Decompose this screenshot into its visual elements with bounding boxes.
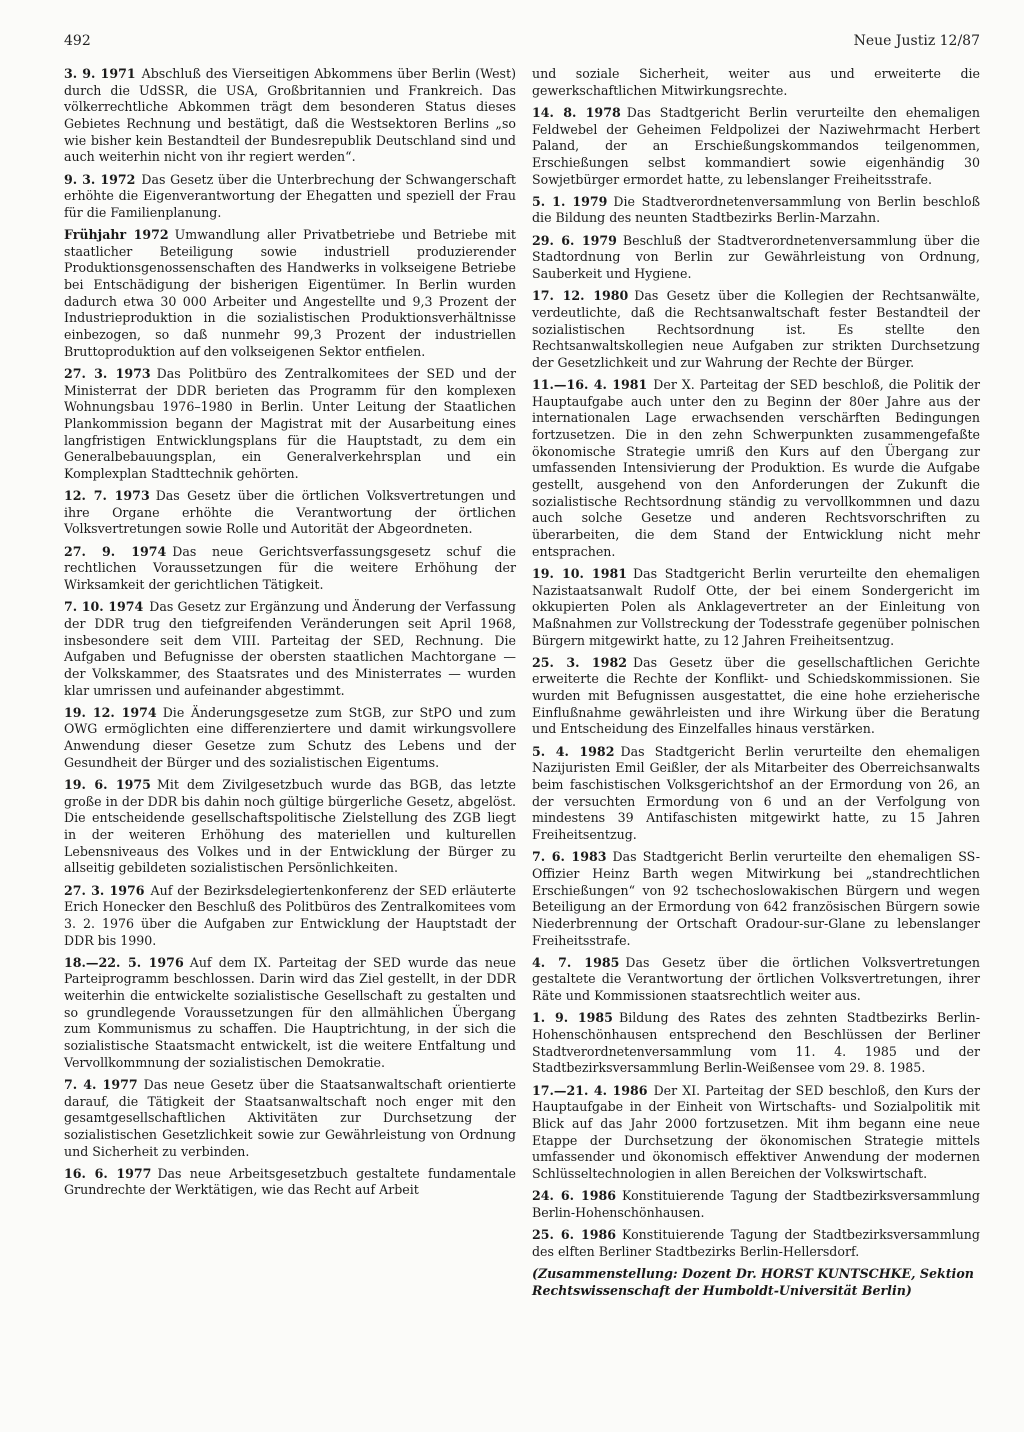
entry-date: 12. 7. 1973	[64, 488, 150, 504]
entry-date: 7. 10. 1974	[64, 599, 144, 615]
entry-date: 24. 6. 1986	[532, 1188, 617, 1204]
entry-text: Das Gesetz über die örtlichen Volksvertretungen gestaltete die Verantwortung der örtlichen Volksvertretungen, ihrer Räte und Kommissionen staatsrechtlich weiter aus.	[532, 954, 980, 1004]
chronology-entry	[532, 1227, 980, 1260]
entry-date: 4. 7. 1985	[532, 954, 620, 970]
entry-date: 27. 3. 1976	[64, 882, 145, 898]
chronology-entry	[532, 1188, 980, 1221]
chronology-entry	[64, 172, 516, 222]
entry-text: Konstituierende Tagung der Stadtbezirksversammlung des elften Berliner Stadtbezirks Berlin-Hellersdorf.	[532, 1226, 980, 1259]
entry-text: Konstituierende Tagung der Stadtbezirksversammlung Berlin-Hohenschönhausen.	[532, 1188, 980, 1220]
chronology-entry	[532, 955, 980, 1005]
entry-date: 17.—21. 4. 1986	[532, 1082, 648, 1098]
entry-text: Die Änderungsgesetze zum StGB, zur StPO und zum OWG ermöglichten eine differenziertere und damit wirkungsvollere Anwendung dieser Gesetze zum Schutz des Lebens und der Gesundheit der Bürger und des sozialistischen Eigentums.	[64, 704, 516, 770]
entry-text: Das Gesetz über die gesellschaftlichen Gerichte erweiterte die Rechte der Konflikt- und Schiedskommissionen. Sie wurden mit Befugnissen ausgestattet, die eine hohe erzieherische Einflußnahme gewährleisten und ihre Wirkung über die Beratung und Entscheidung des Einzelfalles hinaus verstärken.	[532, 654, 980, 737]
entry-text: Beschluß der Stadtverordnetenversammlung über die Stadtordnung von Berlin zur Gewährleistung von Ordnung, Sauberkeit und Hygiene.	[532, 232, 980, 281]
entry-date: 27. 9. 1974	[64, 543, 167, 559]
chronology-entry	[64, 1166, 516, 1199]
chronology-entry	[64, 955, 516, 1072]
entry-text: Das Gesetz über die örtlichen Volksvertretungen und ihre Organe erhöhte die Verantwortung der örtlichen Volksvertretungen sowie Rolle und Autorität der Abgeordneten.	[64, 488, 516, 537]
chronology-entry	[64, 705, 516, 772]
entry-text: Auf der Bezirksdelegiertenkonferenz der SED erläuterte Erich Honecker den Beschluß des Politbüros des Zentralkomitees vom 3. 2. 1976 über die Aufgaben zur Entwicklung der Hauptstadt der DDR bis 1990.	[64, 882, 516, 948]
entry-text: Das Stadtgericht Berlin verurteilte den ehemaligen SS-Offizier Heinz Barth wegen Mitwirkung bei „standrechtlichen Erschießungen“ von 92 tschechoslowakischen Bürgern und wegen Beteiligung an der Ermordung von 642 französischen Bürgern sowie Niederbrennung der Ortschaft Oradour-sur-Glane zu lebenslanger Freiheitsstrafe.	[532, 849, 980, 948]
entry-date: 29. 6. 1979	[532, 232, 617, 248]
entry-date: 19. 10. 1981	[532, 565, 627, 581]
entry-text: Der XI. Parteitag der SED beschloß, den Kurs der Hauptaufgabe in der Einheit von Wirtschafts- und Sozialpolitik mit Blick auf das Jahr 2000 fortzusetzen. Mit ihm begann eine neue Etappe der Durchsetzung der ökonomischen Strategie mittels umfassender und ökonomisch effektiver Anwendung der modernen Schlüsseltechnologien in allen Bereichen der Volkswirtschaft.	[532, 1082, 980, 1181]
entry-date: 5. 4. 1982	[532, 743, 615, 759]
entry-text: Mit dem Zivilgesetzbuch wurde das BGB, das letzte große in der DDR bis dahin noch gültige bürgerliche Gesetz, abgelöst. Die entscheidende gesellschaftspolitische Zielstellung des ZGB liegt in der weiteren Erhöhung des materiellen und kulturellen Lebensniveaus des Volkes und in der Entwicklung der Bürger zu allseitig gebildeten sozialistischen Persönlichkeiten.	[64, 777, 516, 876]
chronology-entry	[532, 105, 980, 188]
credit-line: (Zusammenstellung: Dozent Dr. HORST KUNTSCHKE, Sektion Rechtswissenschaft der Humboldt-Universität Berlin)	[532, 1265, 974, 1298]
entry-text: Das Stadtgericht Berlin verurteilte den ehemaligen Nazistaatsanwalt Rudolf Otte, der bei einem Sondergericht im okkupierten Polen als Anklagevertreter an der Einleitung von Maßnahmen zur Vollstreckung der Todesstrafe gegenüber polnischen Bürgern mitgewirkt hatte, zu 12 Jahren Freiheitsentzug.	[532, 565, 980, 648]
page-header	[64, 33, 980, 53]
entry-date: 7. 4. 1977	[64, 1076, 138, 1092]
entry-text: Das Gesetz über die Unterbrechung der Schwangerschaft erhöhte die Eigenverantwortung der Ehegatten und speziell der Frau für die Familienplanung.	[64, 171, 516, 220]
entry-date: 9. 3. 1972	[64, 171, 136, 187]
entry-date: 19. 12. 1974	[64, 704, 157, 720]
entry-date: 14. 8. 1978	[532, 104, 621, 120]
entry-text: Auf dem IX. Parteitag der SED wurde das neue Parteiprogramm beschlossen. Darin wird das Ziel gestellt, in der DDR weiterhin die entwickelte sozialistische Gesellschaft zu gestalten und so grundlegende Voraussetzungen für den allmählichen Übergang zum Kommunismus zu schaffen. Die Hauptrichtung, in der sich die sozialistische Staatsmacht entwickelt, ist die weitere Entfaltung und Vervollkommnung der sozialistischen Demokratie.	[64, 954, 516, 1070]
entry-text: Bildung des Rates des zehnten Stadtbezirks Berlin-Hohenschönhausen entsprechend den Beschlüssen der Berliner Stadtverordnetenversammlung vom 11. 4. 1985 und der Stadtbezirksversammlung Berlin-Weißensee vom 29. 8. 1985.	[532, 1010, 980, 1076]
chronology-entry	[64, 488, 516, 538]
page-number: 492	[64, 33, 91, 49]
entry-text: Das neue Arbeitsgesetzbuch gestaltete fundamentale Grundrechte der Werktätigen, wie das Recht auf Arbeit	[64, 1165, 516, 1198]
chronology-entry	[532, 1083, 980, 1183]
entry-date: 25. 3. 1982	[532, 654, 627, 670]
entry-date: 5. 1. 1979	[532, 193, 608, 209]
right-column	[532, 66, 980, 1299]
chronology-entry	[64, 1077, 516, 1160]
entry-date: 17. 12. 1980	[532, 288, 629, 304]
entry-date: 11.—16. 4. 1981	[532, 377, 648, 393]
chronology-entry	[532, 849, 980, 949]
entry-text: Der X. Parteitag der SED beschloß, die Politik der Hauptaufgabe auch unter den zu Beginn der 80er Jahre aus der internationalen Lage erwachsenden verschärften Bedingungen fortzusetzen. Die in den zehn Schwerpunkten zusammengefaßte ökonomische Strategie umriß den Kurs auf den Übergang zur umfassenden Intensivierung der Produktion. Es wurde die Aufgabe gestellt, ausgehend von den Anforderungen der Zukunft die sozialistische Rechtsordnung ständig zu vervollkommnen und dazu auch solche Gesetze und anderen Rechtsvorschriften zu überarbeiten, die dem Stand der Entwicklung nicht mehr entsprachen.	[532, 377, 980, 559]
chronology-entry	[64, 599, 516, 699]
entry-text: Das Gesetz über die Kollegien der Rechtsanwälte, verdeutlichte, daß die Rechtsanwaltschaft fester Bestandteil der sozialistischen Rechtsordnung ist. Es stellte den Rechtsanwaltskollegien neue Aufgaben zur strikten Durchsetzung der Gesetzlichkeit und zur Wahrung der Rechte der Bürger.	[532, 288, 981, 370]
entry-date: 3. 9. 1971	[64, 66, 136, 81]
entry-text: Das Politbüro des Zentralkomitees der SED und der Ministerrat der DDR berieten das Programm für den komplexen Wohnungsbau 1976–1980 in Berlin. Unter Leitung der Staatlichen Plankommission begann der Magistrat mit der Ausarbeitung eines langfristigen Entwicklungsplans für die Hauptstadt, zu dem ein Generalbebauungsplan, ein Generalverkehrsplan und ein Komplexplan Stadttechnik gehörten.	[64, 365, 516, 481]
entry-date: 25. 6. 1986	[532, 1226, 617, 1242]
chronology-entry	[64, 366, 516, 483]
chronology-entry	[532, 566, 980, 649]
entry-date: Frühjahr 1972	[64, 227, 169, 243]
chronology-entry	[64, 227, 516, 360]
chronology-entry	[64, 544, 516, 594]
entry-text: und soziale Sicherheit, weiter aus und erweiterte die gewerkschaftlichen Mitwirkungsrechte.	[532, 66, 980, 98]
entry-text: Umwandlung aller Privatbetriebe und Betriebe mit staatlicher Beteiligung sowie industriell produzierender Produktionsgenossenschaften des Handwerks in volkseigene Betriebe bei Entschädigung der bisherigen Eigentümer. In Berlin wurden dadurch etwa 30 000 Arbeiter und Angestellte und 9,3 Prozent der Industrieproduktion in die sozialistischen Produktionsverhältnisse einbezogen, so daß nunmehr 99,3 Prozent der industriellen Bruttoproduktion auf den volkseigenen Sektor entfielen.	[64, 227, 516, 359]
chronology-entry	[532, 233, 980, 283]
journal-issue: Neue Justiz 12/87	[853, 33, 980, 49]
chronology-entry	[532, 744, 980, 844]
entry-text: Das neue Gesetz über die Staatsanwaltschaft orientierte darauf, die Tätigkeit der Staatsanwaltschaft noch enger mit den gesamtgesellschaftlichen Aktivitäten zur Durchsetzung der sozialistischen Gesetzlichkeit sowie zur Gewährleistung von Ordnung und Sicherheit zu verbinden.	[64, 1076, 516, 1159]
entry-date: 7. 6. 1983	[532, 849, 607, 865]
chronology-entry	[64, 883, 516, 950]
entry-date: 27. 3. 1973	[64, 365, 151, 381]
entry-date: 18.—22. 5. 1976	[64, 954, 184, 970]
entry-text: Das neue Gerichtsverfassungsgesetz schuf die rechtlichen Voraussetzungen für die weitere Erhöhung der Wirksamkeit der gerichtlichen Tätigkeit.	[64, 543, 516, 592]
entry-text: Das Gesetz zur Ergänzung und Änderung der Verfassung der DDR trug den tiefgreifenden Veränderungen seit April 1968, insbesondere seit dem VIII. Parteitag der SED, Rechnung. Die Aufgaben und Befugnisse der obersten staatlichen Machtorgane — der Volkskammer, des Staatsrates und des Ministerrates — wurden klar umrissen und aufeinander abgestimmt.	[64, 599, 516, 698]
entry-date: 1. 9. 1985	[532, 1010, 613, 1026]
entry-date: 16. 6. 1977	[64, 1165, 152, 1181]
left-column	[64, 66, 516, 1205]
chronology-entry	[64, 777, 516, 877]
entry-date: 19. 6. 1975	[64, 777, 151, 792]
entry-text: Das Stadtgericht Berlin verurteilte den ehemaligen Feldwebel der Geheimen Feldpolizei der Naziwehrmacht Herbert Paland, der an Erschießungskommandos teilgenommen, Erschießungen selbst kommandiert sowie eigenhändig 30 Sowjetbürger ermordet hatte, zu lebenslanger Freiheitsstrafe.	[532, 104, 980, 187]
entry-text: Abschluß des Vierseitigen Abkommens über Berlin (West) durch die UdSSR, die USA, Großbritannien und Frankreich. Das völkerrechtliche Abkommen trägt dem besonderen Status dieses Gebietes Rechnung und bestätigt, daß die Westsektoren Berlins „so wie bisher kein Bestandteil der Bundesrepublik Deutschland sind und auch weiterhin nicht von ihr regiert werden“.	[64, 66, 516, 165]
chronology-entry	[532, 288, 980, 371]
chronology-entry	[532, 66, 980, 99]
chronology-entry	[532, 194, 980, 227]
entry-text: Das Stadtgericht Berlin verurteilte den ehemaligen Nazijuristen Emil Geißler, der als Mitarbeiter des Oberreichsanwalts beim faschistischen Volksgerichtshof an der Ermordung von 26, an der versuchten Ermordung von 6 und an der Verfolgung von mindestens 39 Antifaschisten mitgewirkt hatte, zu 15 Jahren Freiheitsentzug.	[532, 743, 980, 842]
chronology-entry	[532, 655, 980, 738]
chronology-entry	[532, 1010, 980, 1077]
entry-text: Die Stadtverordnetenversammlung von Berlin beschloß die Bildung des neunten Stadtbezirks Berlin-Marzahn.	[532, 193, 980, 226]
chronology-entry	[64, 66, 516, 166]
chronology-entry	[532, 377, 980, 560]
